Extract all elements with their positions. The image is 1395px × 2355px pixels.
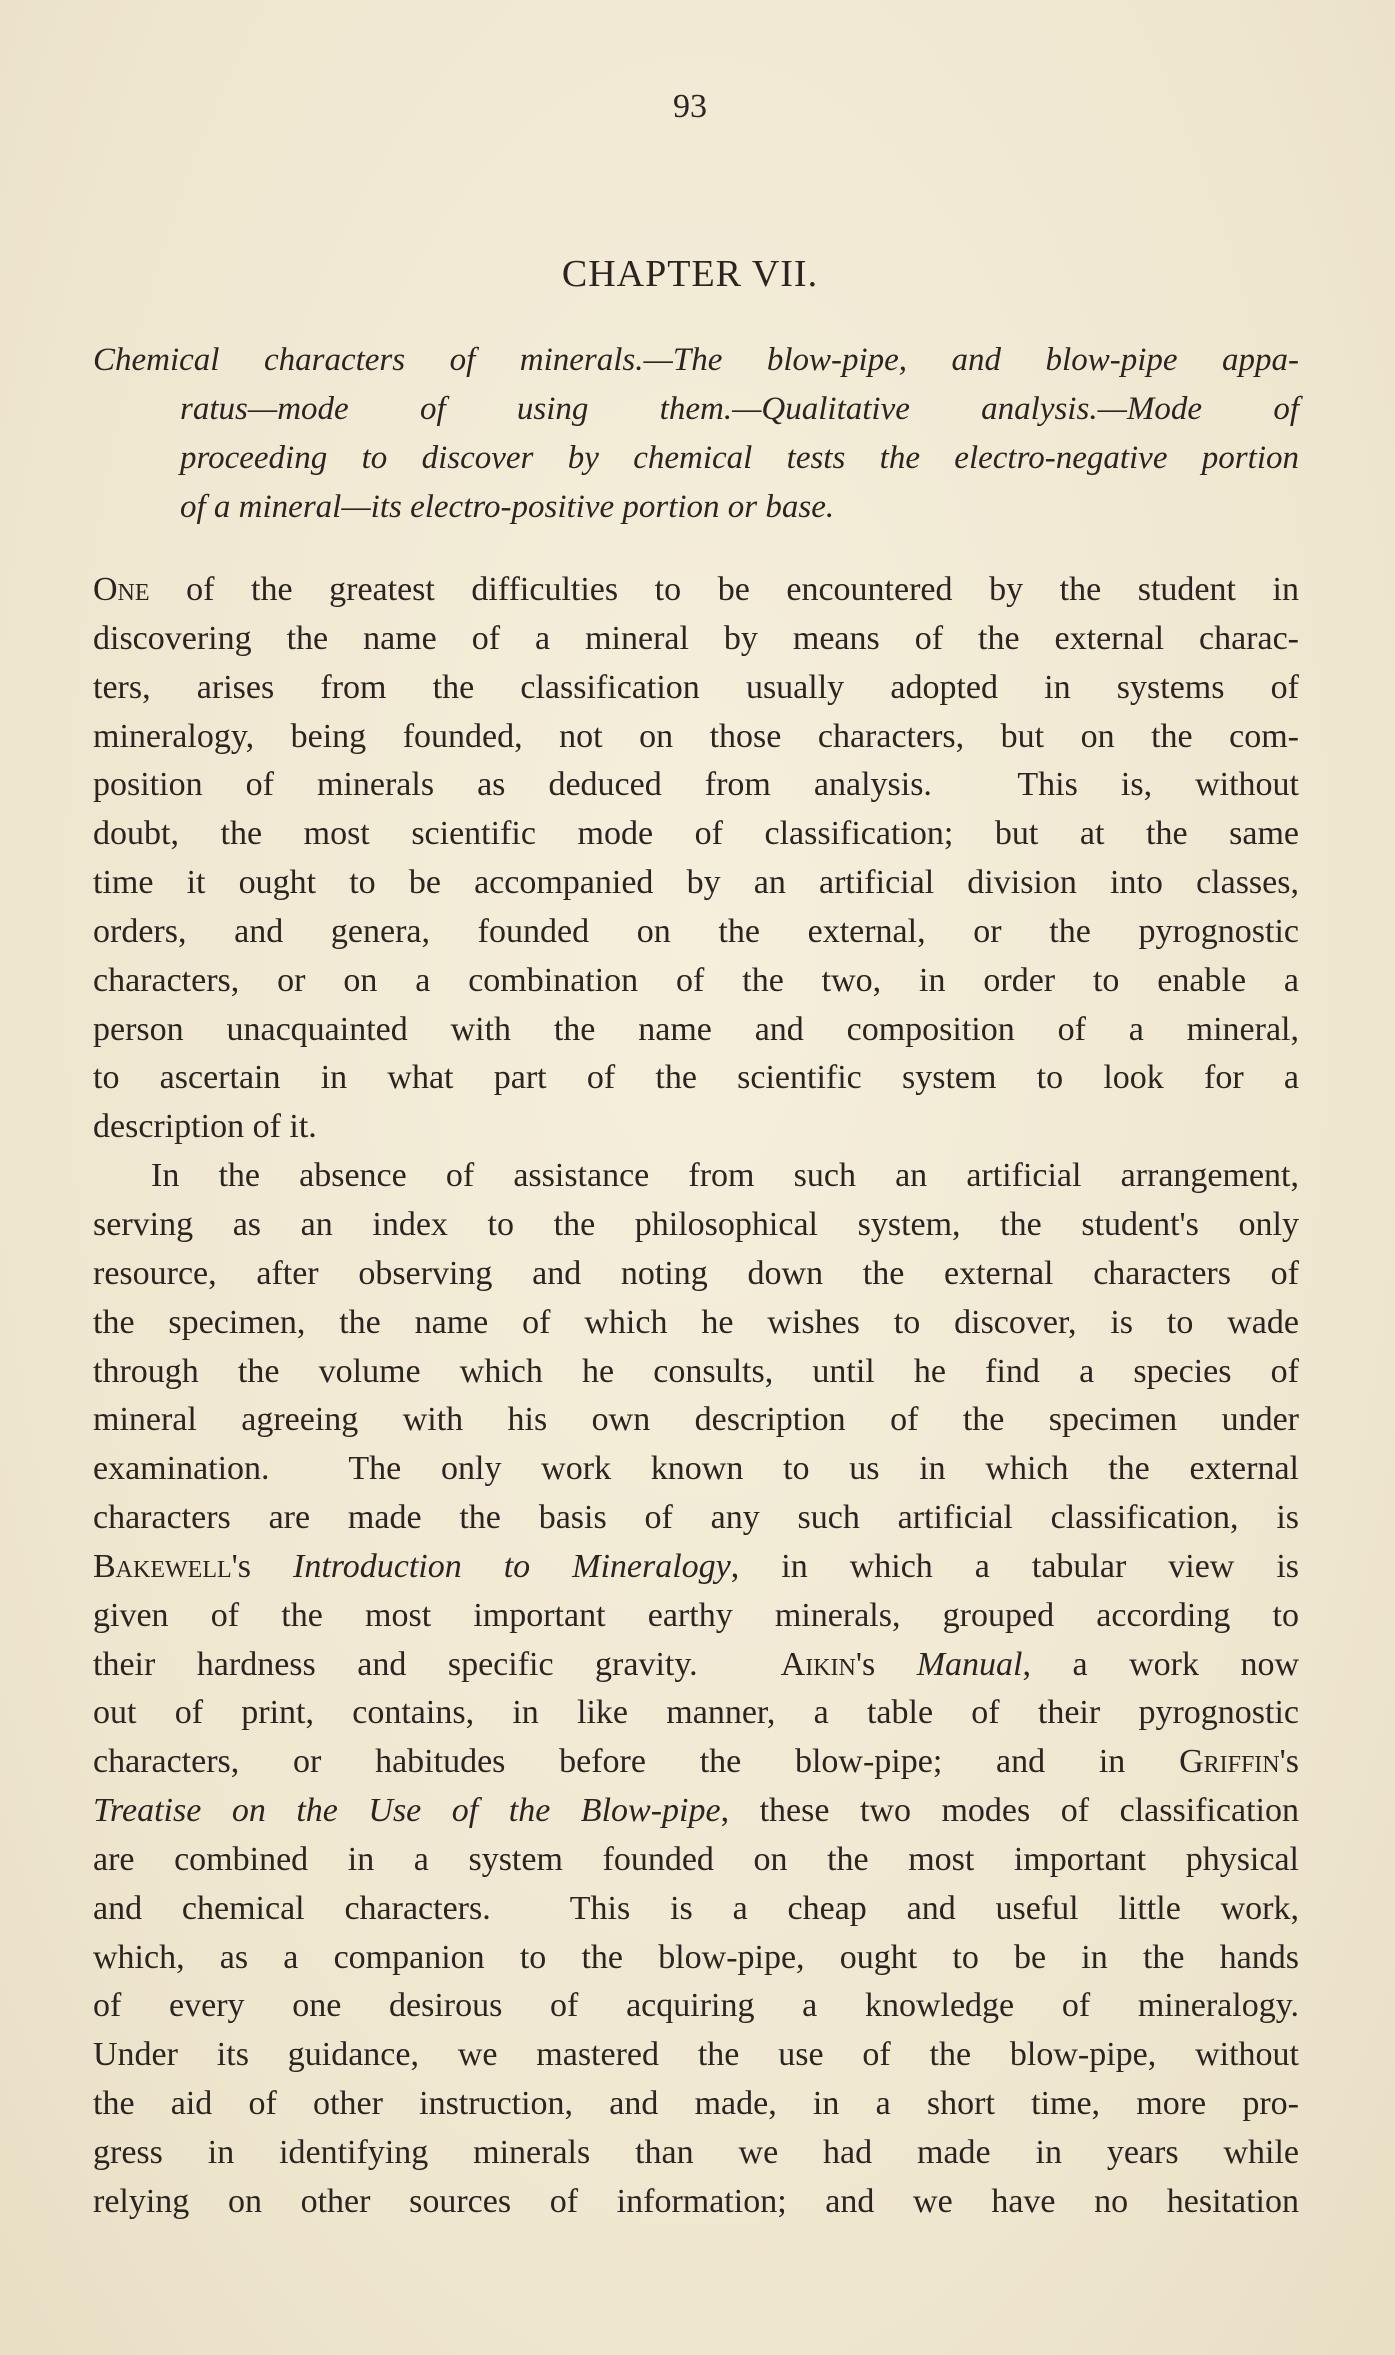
text-line: [93, 761, 1299, 810]
page-number: 93: [673, 88, 707, 125]
text-segment: Under its guidance, we mastered the use of the blow-pipe, without: [93, 2036, 1299, 2074]
text-segment: , a work now: [1022, 1645, 1300, 1683]
text-line: [93, 1934, 1299, 1983]
chapter-heading: CHAPTER VII.: [561, 253, 819, 295]
text-segment: out of print, contains, in like manner, a table of their pyrognostic: [93, 1694, 1299, 1732]
text-segment: relying on other sources of information; and we have no hesitation: [93, 2182, 1299, 2220]
text-line: [93, 1982, 1299, 2031]
text-line: [93, 1299, 1299, 1348]
text-line: [93, 1738, 1299, 1787]
text-segment: characters, or habitudes before the blow-pipe; and in: [93, 1743, 1180, 1781]
text-line: [93, 2129, 1299, 2178]
text-segment: time it ought to be accompanied by an artificial division into classes,: [93, 864, 1299, 902]
book-title: Manual: [916, 1645, 1023, 1683]
text-line: [93, 664, 1299, 713]
text-line: [93, 1787, 1299, 1836]
text-line: [93, 1494, 1299, 1543]
text-segment: characters, or on a combination of the two, in order to enable a: [93, 961, 1299, 999]
text-segment: person unacquainted with the name and composition of a mineral,: [93, 1010, 1299, 1048]
text-segment: , these two modes of classification: [720, 1792, 1299, 1830]
text-segment: mineralogy, being founded, not on those characters, but on the com-: [93, 717, 1299, 755]
text-line: [93, 615, 1299, 664]
text-line: [93, 1396, 1299, 1445]
text-segment: and chemical characters. This is a cheap and useful little work,: [93, 1889, 1299, 1927]
text-segment: examination. The only work known to us in which the external: [93, 1450, 1299, 1488]
author-name: Bakewell: [93, 1547, 232, 1585]
text-segment: of every one desirous of acquiring a knowledge of mineralogy.: [93, 1987, 1299, 2025]
text-segment: serving as an index to the philosophical system, the student's only: [93, 1205, 1299, 1243]
text-segment: orders, and genera, founded on the external, or the pyrognostic: [93, 912, 1299, 950]
text-line: [93, 1103, 1299, 1152]
text-line: [93, 1152, 1299, 1201]
text-line: [93, 1836, 1299, 1885]
text-segment: 's: [855, 1645, 917, 1683]
text-line: [93, 957, 1299, 1006]
text-line: [93, 2080, 1299, 2129]
text-line: [93, 859, 1299, 908]
text-segment: , in which a tabular view is: [730, 1547, 1300, 1585]
text-segment: their hardness and specific gravity.: [93, 1645, 781, 1683]
text-segment: of the greatest difficulties to be encountered by the student in: [149, 571, 1299, 608]
text-segment: description of it.: [93, 1108, 317, 1146]
book-title: Treatise on the Use of the Blow-pipe: [93, 1792, 721, 1830]
text-segment: through the volume which he consults, until he find a species of: [93, 1352, 1299, 1390]
text-line: [93, 1592, 1299, 1641]
text-line: [93, 566, 1299, 615]
text-line: [93, 713, 1299, 762]
text-line: [93, 1641, 1299, 1690]
book-title: Introduction to Mineralogy: [293, 1547, 731, 1585]
text-line: [93, 2031, 1299, 2080]
text-line: [93, 2178, 1299, 2227]
text-segment: the aid of other instruction, and made, in a short time, more pro-: [93, 2085, 1299, 2123]
author-name: Aikin: [780, 1645, 856, 1683]
text-segment: mineral agreeing with his own description of the specimen under: [93, 1401, 1299, 1439]
text-line: [93, 1054, 1299, 1103]
text-segment: discovering the name of a mineral by means of the external charac-: [93, 619, 1299, 657]
text-line: [93, 1885, 1299, 1934]
text-segment: doubt, the most scientific mode of classification; but at the same: [93, 815, 1299, 853]
text-line: [93, 908, 1299, 957]
text-segment: 's: [231, 1547, 293, 1585]
text-segment: to ascertain in what part of the scientific system to look for a: [93, 1059, 1299, 1097]
text-line: [93, 1445, 1299, 1494]
text-segment: characters are made the basis of any such artificial classification, is: [93, 1499, 1299, 1537]
text-segment: gress in identifying minerals than we had made in years while: [93, 2134, 1299, 2171]
text-line: [93, 1201, 1299, 1250]
text-segment: are combined in a system founded on the most important physical: [93, 1840, 1299, 1878]
author-name: Griffin: [1179, 1743, 1280, 1781]
body-text: [93, 566, 1299, 2227]
text-line: [93, 1348, 1299, 1397]
synopsis-line: Chemical characters of minerals.—The blow-pipe, and blow-pipe appa-: [93, 342, 1299, 378]
author-name: One: [93, 571, 150, 608]
text-segment: position of minerals as deduced from analysis. This is, without: [93, 766, 1299, 804]
text-segment: ters, arises from the classification usually adopted in systems of: [93, 668, 1299, 706]
text-segment: the specimen, the name of which he wishes to discover, is to wade: [93, 1303, 1299, 1341]
text-segment: In the absence of assistance from such an artificial arrangement,: [151, 1157, 1299, 1195]
text-segment: which, as a companion to the blow-pipe, ought to be in the hands: [93, 1938, 1299, 1976]
text-line: [93, 1006, 1299, 1055]
text-line: [93, 1543, 1299, 1592]
synopsis-line: proceeding to discover by chemical tests the electro-negative portion: [180, 440, 1299, 476]
synopsis-line: ratus—mode of using them.—Qualitative analysis.—Mode of: [180, 391, 1299, 427]
text-line: [93, 1689, 1299, 1738]
text-segment: 's: [1279, 1743, 1299, 1781]
chapter-synopsis: [93, 336, 1299, 532]
text-segment: given of the most important earthy minerals, grouped according to: [93, 1596, 1299, 1634]
synopsis-line: of a mineral—its electro-positive portion or base.: [180, 489, 835, 525]
text-segment: resource, after observing and noting down the external characters of: [93, 1254, 1299, 1292]
text-line: [93, 1250, 1299, 1299]
text-line: [93, 810, 1299, 859]
